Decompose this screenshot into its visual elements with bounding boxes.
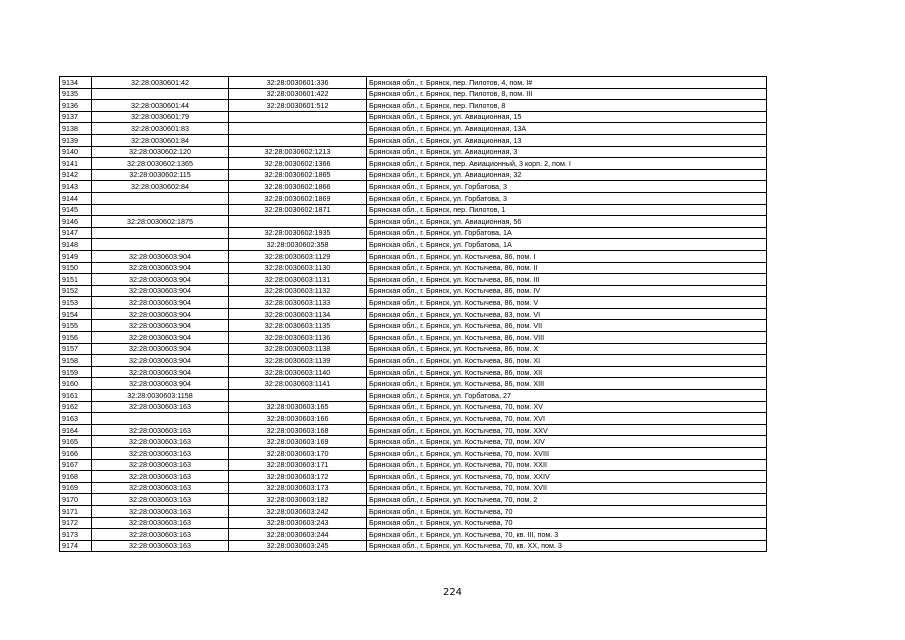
address-cell: Брянская обл., г. Брянск, ул. Костычева, 83, пом. VI — [367, 308, 767, 320]
row-number-cell: 9154 — [60, 308, 92, 320]
row-number-cell: 9170 — [60, 494, 92, 506]
address-cell: Брянская обл., г. Брянск, ул. Костычева, 86, пом. VIII — [367, 332, 767, 344]
table-row — [60, 390, 767, 402]
source-cadastral-number-cell: 32:28:0030603:904 — [92, 250, 229, 262]
table-row — [60, 158, 767, 170]
source-cadastral-number-cell: 32:28:0030603:904 — [92, 343, 229, 355]
source-cadastral-number-cell: 32:28:0030603:904 — [92, 297, 229, 309]
address-cell: Брянская обл., г. Брянск, ул. Горбатова, 27 — [367, 390, 767, 402]
address-cell: Брянская обл., г. Брянск, ул. Авиационная, 13А — [367, 123, 767, 135]
address-cell: Брянская обл., г. Брянск, ул. Авиационная, 15 — [367, 111, 767, 123]
table-row — [60, 308, 767, 320]
table-row — [60, 88, 767, 100]
address-cell: Брянская обл., г. Брянск, ул. Горбатова, 3 — [367, 192, 767, 204]
cadastral-number-cell: 32:28:0030602:1935 — [229, 227, 367, 239]
row-number-cell: 9168 — [60, 471, 92, 483]
address-cell: Брянская обл., г. Брянск, ул. Горбатова, 3 — [367, 181, 767, 193]
table-row — [60, 204, 767, 216]
row-number-cell: 9134 — [60, 77, 92, 89]
cadastral-number-cell: 32:28:0030602:358 — [229, 239, 367, 251]
source-cadastral-number-cell: 32:28:0030602:84 — [92, 181, 229, 193]
source-cadastral-number-cell: 32:28:0030602:1365 — [92, 158, 229, 170]
address-cell: Брянская обл., г. Брянск, ул. Костычева, 70, пом. XVIII — [367, 448, 767, 460]
table-row — [60, 111, 767, 123]
table-row — [60, 332, 767, 344]
source-cadastral-number-cell: 32:28:0030603:163 — [92, 482, 229, 494]
table-row — [60, 134, 767, 146]
row-number-cell: 9166 — [60, 448, 92, 460]
cadastral-number-cell: 32:28:0030602:1871 — [229, 204, 367, 216]
address-cell: Брянская обл., г. Брянск, ул. Костычева, 70, кв. III, пом. 3 — [367, 529, 767, 541]
row-number-cell: 9137 — [60, 111, 92, 123]
address-cell: Брянская обл., г. Брянск, ул. Костычева, 86, пом. XI — [367, 355, 767, 367]
source-cadastral-number-cell — [92, 88, 229, 100]
cadastral-number-cell: 32:28:0030603:1131 — [229, 274, 367, 286]
address-cell: Брянская обл., г. Брянск, ул. Авиационная, 3 — [367, 146, 767, 158]
source-cadastral-number-cell: 32:28:0030603:163 — [92, 424, 229, 436]
cadastral-number-cell: 32:28:0030603:170 — [229, 448, 367, 460]
table-row — [60, 169, 767, 181]
cadastral-number-cell: 32:28:0030603:1129 — [229, 250, 367, 262]
cadastral-table — [59, 76, 767, 552]
cadastral-number-cell: 32:28:0030603:1135 — [229, 320, 367, 332]
table-row — [60, 250, 767, 262]
table-row — [60, 274, 767, 286]
source-cadastral-number-cell: 32:28:0030603:163 — [92, 448, 229, 460]
source-cadastral-number-cell: 32:28:0030603:904 — [92, 332, 229, 344]
table-row — [60, 436, 767, 448]
table-row — [60, 517, 767, 529]
cadastral-table-body — [60, 77, 767, 552]
address-cell: Брянская обл., г. Брянск, пер. Пилотов, 4, пом. I# — [367, 77, 767, 89]
source-cadastral-number-cell: 32:28:0030603:1158 — [92, 390, 229, 402]
source-cadastral-number-cell: 32:28:0030601:44 — [92, 100, 229, 112]
row-number-cell: 9155 — [60, 320, 92, 332]
address-cell: Брянская обл., г. Брянск, ул. Горбатова, 1А — [367, 239, 767, 251]
cadastral-number-cell: 32:28:0030603:245 — [229, 540, 367, 552]
table-row — [60, 448, 767, 460]
cadastral-number-cell: 32:28:0030602:1866 — [229, 181, 367, 193]
table-row — [60, 459, 767, 471]
source-cadastral-number-cell: 32:28:0030601:42 — [92, 77, 229, 89]
source-cadastral-number-cell: 32:28:0030601:84 — [92, 134, 229, 146]
row-number-cell: 9145 — [60, 204, 92, 216]
address-cell: Брянская обл., г. Брянск, ул. Костычева, 86, пом. III — [367, 274, 767, 286]
cadastral-number-cell: 32:28:0030603:1136 — [229, 332, 367, 344]
table-row — [60, 262, 767, 274]
row-number-cell: 9142 — [60, 169, 92, 181]
table-row — [60, 77, 767, 89]
cadastral-number-cell: 32:28:0030603:1134 — [229, 308, 367, 320]
table-row — [60, 227, 767, 239]
row-number-cell: 9164 — [60, 424, 92, 436]
row-number-cell: 9157 — [60, 343, 92, 355]
row-number-cell: 9169 — [60, 482, 92, 494]
cadastral-number-cell: 32:28:0030603:171 — [229, 459, 367, 471]
cadastral-number-cell — [229, 216, 367, 228]
source-cadastral-number-cell: 32:28:0030603:904 — [92, 378, 229, 390]
source-cadastral-number-cell: 32:28:0030603:904 — [92, 285, 229, 297]
cadastral-number-cell: 32:28:0030603:1130 — [229, 262, 367, 274]
source-cadastral-number-cell: 32:28:0030603:163 — [92, 529, 229, 541]
row-number-cell: 9135 — [60, 88, 92, 100]
row-number-cell: 9136 — [60, 100, 92, 112]
cadastral-number-cell: 32:28:0030601:422 — [229, 88, 367, 100]
table-row — [60, 123, 767, 135]
row-number-cell: 9144 — [60, 192, 92, 204]
row-number-cell: 9152 — [60, 285, 92, 297]
source-cadastral-number-cell — [92, 204, 229, 216]
source-cadastral-number-cell: 32:28:0030603:163 — [92, 540, 229, 552]
table-row — [60, 505, 767, 517]
table-row — [60, 424, 767, 436]
row-number-cell: 9149 — [60, 250, 92, 262]
cadastral-number-cell: 32:28:0030603:1141 — [229, 378, 367, 390]
table-row — [60, 366, 767, 378]
address-cell: Брянская обл., г. Брянск, ул. Костычева, 70 — [367, 505, 767, 517]
row-number-cell: 9163 — [60, 413, 92, 425]
cadastral-number-cell — [229, 111, 367, 123]
row-number-cell: 9173 — [60, 529, 92, 541]
address-cell: Брянская обл., г. Брянск, ул. Костычева, 70, пом. XV — [367, 401, 767, 413]
cadastral-number-cell: 32:28:0030603:244 — [229, 529, 367, 541]
address-cell: Брянская обл., г. Брянск, ул. Авиационная, 13 — [367, 134, 767, 146]
cadastral-number-cell: 32:28:0030603:182 — [229, 494, 367, 506]
source-cadastral-number-cell: 32:28:0030603:904 — [92, 320, 229, 332]
table-row — [60, 529, 767, 541]
cadastral-number-cell: 32:28:0030603:1132 — [229, 285, 367, 297]
cadastral-number-cell — [229, 390, 367, 402]
page-number: 224 — [442, 587, 463, 598]
address-cell: Брянская обл., г. Брянск, пер. Пилотов, 8, пом. III — [367, 88, 767, 100]
source-cadastral-number-cell — [92, 192, 229, 204]
table-row — [60, 100, 767, 112]
address-cell: Брянская обл., г. Брянск, ул. Авиационная, 56 — [367, 216, 767, 228]
row-number-cell: 9171 — [60, 505, 92, 517]
source-cadastral-number-cell: 32:28:0030603:163 — [92, 459, 229, 471]
source-cadastral-number-cell: 32:28:0030602:1875 — [92, 216, 229, 228]
cadastral-number-cell: 32:28:0030603:166 — [229, 413, 367, 425]
cadastral-number-cell: 32:28:0030603:1140 — [229, 366, 367, 378]
address-cell: Брянская обл., г. Брянск, ул. Костычева, 70, пом. 2 — [367, 494, 767, 506]
address-cell: Брянская обл., г. Брянск, пер. Авиационный, 3 корп. 2, пом. I — [367, 158, 767, 170]
source-cadastral-number-cell — [92, 227, 229, 239]
source-cadastral-number-cell: 32:28:0030601:83 — [92, 123, 229, 135]
cadastral-number-cell: 32:28:0030603:168 — [229, 424, 367, 436]
source-cadastral-number-cell: 32:28:0030603:904 — [92, 262, 229, 274]
cadastral-number-cell: 32:28:0030603:242 — [229, 505, 367, 517]
table-row — [60, 343, 767, 355]
row-number-cell: 9158 — [60, 355, 92, 367]
cadastral-number-cell: 32:28:0030603:1139 — [229, 355, 367, 367]
cadastral-number-cell: 32:28:0030603:169 — [229, 436, 367, 448]
cadastral-number-cell: 32:28:0030603:243 — [229, 517, 367, 529]
table-row — [60, 297, 767, 309]
row-number-cell: 9141 — [60, 158, 92, 170]
row-number-cell: 9172 — [60, 517, 92, 529]
address-cell: Брянская обл., г. Брянск, ул. Костычева, 70, пом. XVII — [367, 482, 767, 494]
source-cadastral-number-cell: 32:28:0030603:163 — [92, 436, 229, 448]
cadastral-number-cell: 32:28:0030603:1133 — [229, 297, 367, 309]
address-cell: Брянская обл., г. Брянск, пер. Пилотов, 1 — [367, 204, 767, 216]
source-cadastral-number-cell: 32:28:0030602:115 — [92, 169, 229, 181]
source-cadastral-number-cell: 32:28:0030603:904 — [92, 274, 229, 286]
row-number-cell: 9140 — [60, 146, 92, 158]
row-number-cell: 9148 — [60, 239, 92, 251]
table-row — [60, 181, 767, 193]
table-row — [60, 320, 767, 332]
source-cadastral-number-cell: 32:28:0030602:120 — [92, 146, 229, 158]
row-number-cell: 9156 — [60, 332, 92, 344]
address-cell: Брянская обл., г. Брянск, ул. Костычева, 70 — [367, 517, 767, 529]
table-row — [60, 378, 767, 390]
row-number-cell: 9174 — [60, 540, 92, 552]
address-cell: Брянская обл., г. Брянск, ул. Костычева, 70, пом. XIV — [367, 436, 767, 448]
table-row — [60, 146, 767, 158]
row-number-cell: 9160 — [60, 378, 92, 390]
address-cell: Брянская обл., г. Брянск, ул. Костычева, 86, пом. VII — [367, 320, 767, 332]
row-number-cell: 9162 — [60, 401, 92, 413]
source-cadastral-number-cell: 32:28:0030601:79 — [92, 111, 229, 123]
address-cell: Брянская обл., г. Брянск, ул. Костычева, 70, кв. XX, пом. 3 — [367, 540, 767, 552]
address-cell: Брянская обл., г. Брянск, ул. Костычева, 86, пом. II — [367, 262, 767, 274]
cadastral-number-cell: 32:28:0030601:512 — [229, 100, 367, 112]
table-row — [60, 239, 767, 251]
table-row — [60, 471, 767, 483]
source-cadastral-number-cell — [92, 239, 229, 251]
table-row — [60, 355, 767, 367]
row-number-cell: 9143 — [60, 181, 92, 193]
address-cell: Брянская обл., г. Брянск, ул. Костычева, 86, пом. XIII — [367, 378, 767, 390]
cadastral-number-cell — [229, 134, 367, 146]
row-number-cell: 9139 — [60, 134, 92, 146]
table-row — [60, 482, 767, 494]
row-number-cell: 9150 — [60, 262, 92, 274]
table-row — [60, 540, 767, 552]
table-row — [60, 192, 767, 204]
table-row — [60, 494, 767, 506]
address-cell: Брянская обл., г. Брянск, ул. Костычева, 70, пом. XXV — [367, 424, 767, 436]
address-cell: Брянская обл., г. Брянск, пер. Пилотов, 8 — [367, 100, 767, 112]
address-cell: Брянская обл., г. Брянск, ул. Костычева, 70, пом. XXIV — [367, 471, 767, 483]
source-cadastral-number-cell: 32:28:0030603:163 — [92, 494, 229, 506]
source-cadastral-number-cell: 32:28:0030603:904 — [92, 366, 229, 378]
row-number-cell: 9161 — [60, 390, 92, 402]
cadastral-number-cell: 32:28:0030602:1865 — [229, 169, 367, 181]
cadastral-number-cell: 32:28:0030603:173 — [229, 482, 367, 494]
cadastral-number-cell: 32:28:0030602:1366 — [229, 158, 367, 170]
source-cadastral-number-cell: 32:28:0030603:163 — [92, 517, 229, 529]
address-cell: Брянская обл., г. Брянск, ул. Костычева, 86, пом. XII — [367, 366, 767, 378]
row-number-cell: 9159 — [60, 366, 92, 378]
cadastral-number-cell: 32:28:0030603:165 — [229, 401, 367, 413]
cadastral-number-cell: 32:28:0030602:1869 — [229, 192, 367, 204]
address-cell: Брянская обл., г. Брянск, ул. Костычева, 70, пом. XXII — [367, 459, 767, 471]
row-number-cell: 9138 — [60, 123, 92, 135]
source-cadastral-number-cell: 32:28:0030603:904 — [92, 308, 229, 320]
table-row — [60, 216, 767, 228]
row-number-cell: 9165 — [60, 436, 92, 448]
address-cell: Брянская обл., г. Брянск, ул. Костычева, 86, пом. V — [367, 297, 767, 309]
cadastral-number-cell: 32:28:0030603:1138 — [229, 343, 367, 355]
table-row — [60, 413, 767, 425]
source-cadastral-number-cell: 32:28:0030603:163 — [92, 401, 229, 413]
cadastral-number-cell — [229, 123, 367, 135]
table-row — [60, 401, 767, 413]
source-cadastral-number-cell: 32:28:0030603:163 — [92, 471, 229, 483]
row-number-cell: 9153 — [60, 297, 92, 309]
row-number-cell: 9146 — [60, 216, 92, 228]
address-cell: Брянская обл., г. Брянск, ул. Авиационная, 32 — [367, 169, 767, 181]
address-cell: Брянская обл., г. Брянск, ул. Костычева, 70, пом. XVI — [367, 413, 767, 425]
address-cell: Брянская обл., г. Брянск, ул. Горбатова, 1А — [367, 227, 767, 239]
cadastral-number-cell: 32:28:0030603:172 — [229, 471, 367, 483]
address-cell: Брянская обл., г. Брянск, ул. Костычева, 86, пом. IV — [367, 285, 767, 297]
row-number-cell: 9147 — [60, 227, 92, 239]
row-number-cell: 9167 — [60, 459, 92, 471]
cadastral-number-cell: 32:28:0030602:1213 — [229, 146, 367, 158]
cadastral-number-cell: 32:28:0030601:336 — [229, 77, 367, 89]
source-cadastral-number-cell: 32:28:0030603:904 — [92, 355, 229, 367]
source-cadastral-number-cell: 32:28:0030603:163 — [92, 505, 229, 517]
table-row — [60, 285, 767, 297]
address-cell: Брянская обл., г. Брянск, ул. Костычева, 86, пом. I — [367, 250, 767, 262]
source-cadastral-number-cell — [92, 413, 229, 425]
address-cell: Брянская обл., г. Брянск, ул. Костычева, 86, пом. X — [367, 343, 767, 355]
row-number-cell: 9151 — [60, 274, 92, 286]
